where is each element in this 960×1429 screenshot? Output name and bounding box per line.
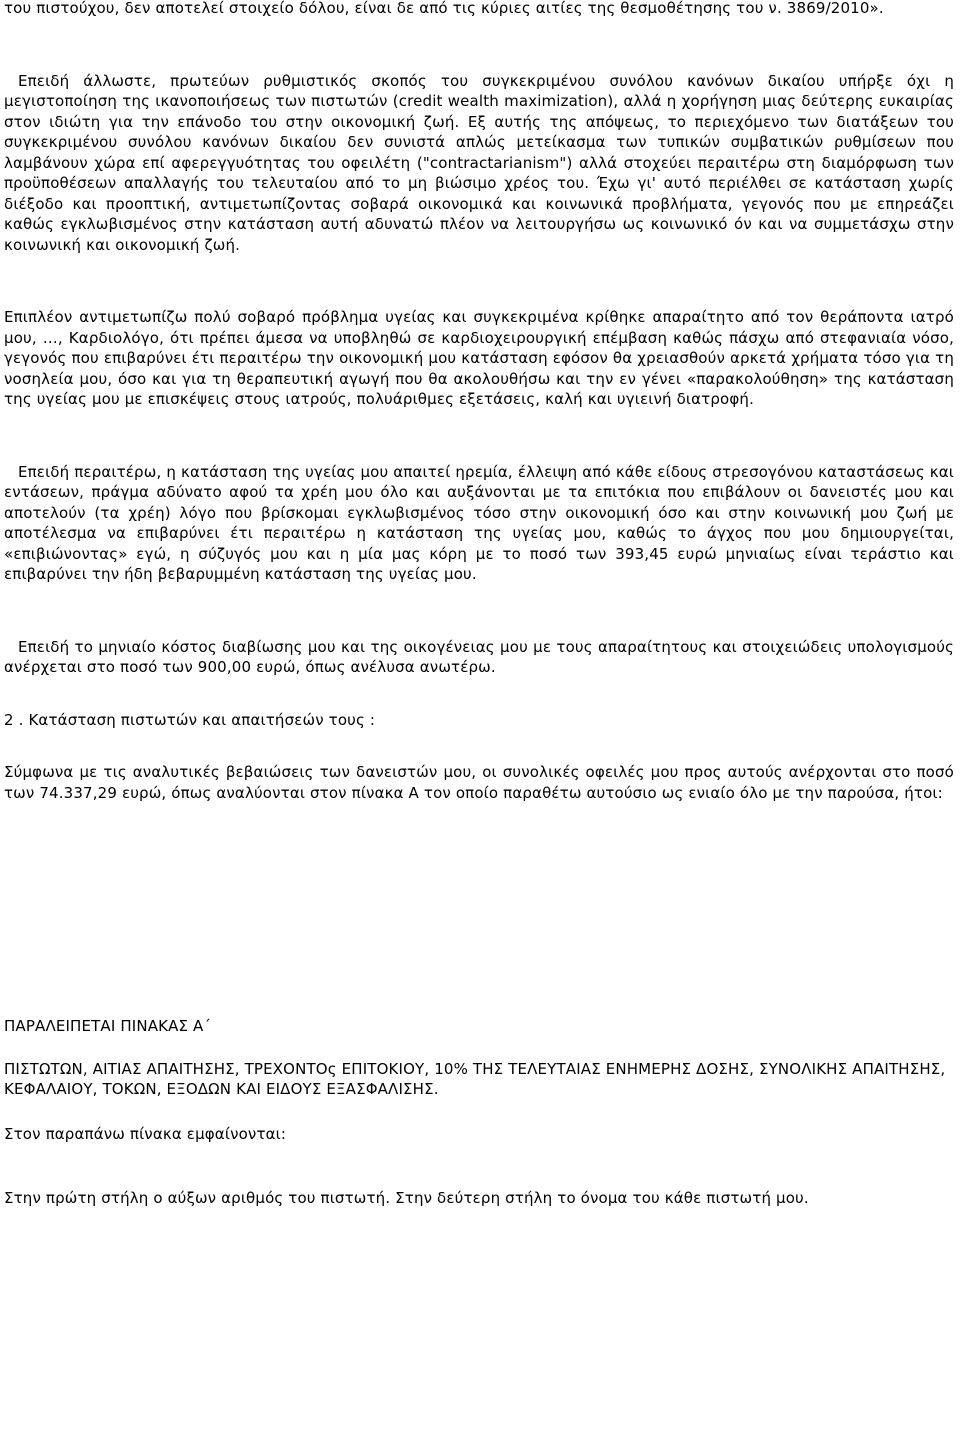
omitted-table-heading: ΠΑΡΑΛΕΙΠΕΤΑΙ ΠΙΝΑΚΑΣ Α΄ — [4, 1017, 212, 1035]
paragraph-table-shows: Στον παραπάνω πίνακα εμφαίνονται: — [4, 1124, 287, 1143]
paragraph-columns-description: Στην πρώτη στήλη ο αύξων αριθμός του πιστωτή. Στην δεύτερη στήλη το όνομα του κάθε πιστωτή μου. — [4, 1189, 809, 1207]
paragraph-health-condition: Επειδή περαιτέρω, η κατάσταση της υγείας μου απαιτεί ηρεμία, έλλειψη από κάθε είδους στρεσογόνου καταστάσεως και εντάσεων, πράγμα αδύνατο αφού τα χρέη μου όλο και αυξάνονται με τα επιτόκια που επιβάλουν οι δανειστές μου και αποτελούν (τα χρέη) λόγο που βρίσκομαι εγκλωβισμένος τόσο στην οικονομική όσο και στην κοινωνική μου ζωή με αποτέλεσμα να επιβαρύνει έτι περαιτέρω η κατάσταση της υγείας μου, καθώς το άγχος που μου δημιουργείται, «επιβιώνοντας» εγώ, η σύζυγός μου και η μία μας κόρη με το ποσό των 393,45 ευρώ μηνιαίως είναι τεράστιο και επιβαρύνει την ήδη βεβαρυμμένη κατάσταση της υγείας μου. — [4, 462, 954, 583]
paragraph-living-cost: Επειδή το μηνιαίο κόστος διαβίωσης μου και της οικογένειας μου με τους απαραίτητους και στοιχειώδεις υπολογισμούς ανέρχεται στο ποσό των 900,00 ευρώ, όπως ανέλυσα ανωτέρω. — [4, 637, 954, 676]
omitted-table-description: ΠΙΣΤΩΤΩΝ, ΑΙΤΙΑΣ ΑΠΑΙΤΗΣΗΣ, ΤΡΕΧΟΝΤΟς ΕΠΙΤΟΚΙΟΥ, 10% ΤΗΣ ΤΕΛΕΥΤΑΙΑΣ ΕΝΗΜΕΡΗΣ ΔΟΣΗΣ, ΣΥΝΟΛΙΚΗΣ ΑΠΑΙΤΗΣΗΣ, ΚΕΦΑΛΑΙΟΥ, ΤΟΚΩΝ, ΕΞΟΔΩΝ ΚΑΙ ΕΙΔΟΥΣ ΕΞΑΣΦΑΛΙΣΗΣ. — [4, 1059, 946, 1098]
section-heading-creditors: 2 . Κατάσταση πιστωτών και απαιτήσεών τους : — [4, 710, 376, 729]
paragraph-regulatory-purpose: Επειδή άλλωστε, πρωτεύων ρυθμιστικός σκοπός του συγκεκριμένου συνόλου κανόνων δικαίου υπήρξε όχι η μεγιστοποίηση της ικανοποιήσεως των πιστωτών (credit wealth maximization), αλλά η χορήγηση μιας δεύτερης ευκαιρίας στον ιδιώτη για την επάνοδο του στην οικονομική ζωή. Εξ αυτής της απόψεως, το περιεχόμενο των διατάξεων του συγκεκριμένου συνόλου κανόνων δικαίου δεν συνιστά απλώς μετείκασμα των τυπικών συμβατικών ρυθμίσεων που λαμβάνουν χώρα επί αφερεγγυότητας του οφειλέτη ("contractarianism") αλλά στοχεύει περαιτέρω στη διαμόρφωση των προϋποθέσεων απαλλαγής του τελευταίου από το μη βιώσιμο χρέος του. Έχω γι' αυτό περιέλθει σε κατάσταση χωρίς διέξοδο και προοπτική, αντιμετωπίζοντας σοβαρά οικονομικά και κοινωνικά προβλήματα, γεγονός που με επηρεάζει καθώς εγκλωβισμένος στην κατάσταση αυτή αδυνατώ πλέον να λειτουργήσω ως κοινωνικό όν και να συμμετάσχω στην κοινωνική και οικονομική ζωή. — [4, 71, 954, 254]
paragraph-law-reference: του πιστούχου, δεν αποτελεί στοιχείο δόλου, είναι δε από τις κύριες αιτίες της θεσμοθέτησης του ν. 3869/2010». — [4, 0, 884, 17]
paragraph-health-problem: Επιπλέον αντιμετωπίζω πολύ σοβαρό πρόβλημα υγείας και συγκεκριμένα κρίθηκε απαραίτητο από τον θεράποντα ιατρό μου, …, Καρδιολόγο, ότι πρέπει άμεσα να υποβληθώ σε καρδιοχειρουργική επέμβαση καθώς πάσχω από στεφανιαία νόσο, γεγονός που επιβαρύνει έτι περαιτέρω την οικονομική μου κατάσταση εφόσον θα χρειασθούν αρκετά χρήματα τόσο για τη νοσηλεία μου, όσο και για τη θεραπευτική αγωγή που θα ακολουθήσω και την εν γένει «παρακολούθηση» της κατάσταση της υγείας μου με επισκέψεις στους ιατρούς, πολυάριθμες εξετάσεις, καλή και υγιεινή διατροφή. — [4, 308, 954, 408]
document-page — [4, 0, 954, 1209]
paragraph-total-debts: Σύμφωνα με τις αναλυτικές βεβαιώσεις των δανειστών μου, οι συνολικές οφειλές μου προς αυτούς ανέρχονται στο ποσό των 74.337,29 ευρώ, όπως αναλύονται στον πίνακα Α τον οποίο παραθέτω αυτούσιο ως ενιαίο όλο με την παρούσα, ήτοι: — [4, 763, 954, 802]
